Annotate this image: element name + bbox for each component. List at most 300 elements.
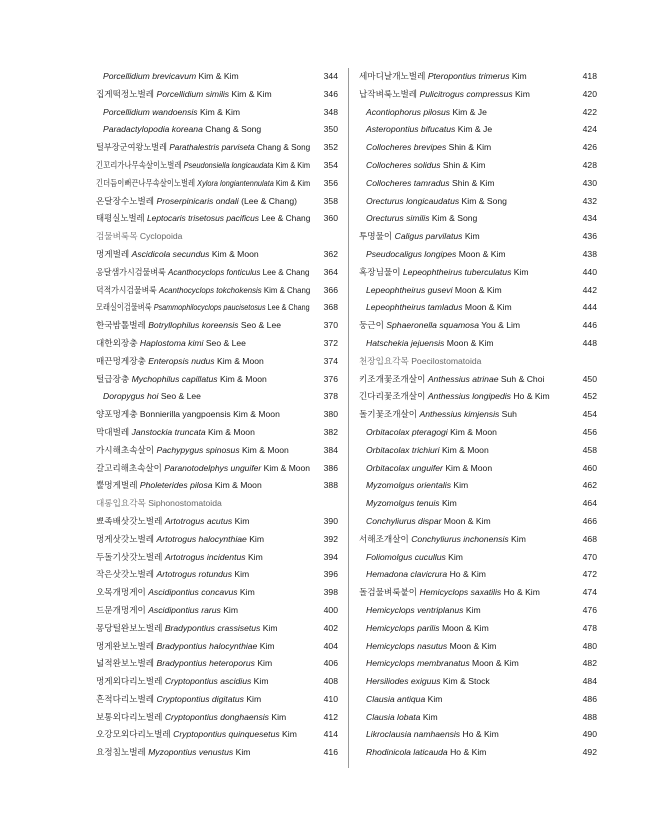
page-number: 354 xyxy=(323,159,338,170)
author-name: Kim & Moon xyxy=(219,373,267,384)
page-number: 492 xyxy=(582,747,597,758)
index-entry xyxy=(96,460,338,478)
korean-name: 옹달샘가시검물벼룩 xyxy=(96,266,166,277)
index-entry-text xyxy=(359,175,569,193)
page-number: 472 xyxy=(582,569,597,580)
index-entry xyxy=(359,299,597,317)
scientific-name: Conchyliurus dispar xyxy=(366,515,442,526)
page-number: 398 xyxy=(323,587,338,598)
section-korean-name: 검물벼룩목 xyxy=(96,231,138,242)
index-entry-text xyxy=(96,584,310,602)
author-name: Kim xyxy=(511,533,526,544)
korean-name: 털급장충 xyxy=(96,373,130,384)
author-name: (Lee & Chang) xyxy=(241,195,297,206)
author-name: Kim & Kim xyxy=(275,159,310,170)
author-name: Kim & Moon xyxy=(214,480,262,491)
index-entry-text xyxy=(96,353,310,371)
index-entry-text xyxy=(96,406,310,424)
korean-name: 투명물이 xyxy=(359,231,393,242)
page-number: 470 xyxy=(582,551,597,562)
korean-name: 돌검물벼룩붙이 xyxy=(359,587,418,598)
index-entry xyxy=(96,406,338,424)
author-name: Kim xyxy=(515,88,530,99)
section-korean-name: 천장입요각목 xyxy=(359,355,409,366)
index-entry xyxy=(96,299,338,317)
author-name: Kim & Moon xyxy=(450,426,497,437)
index-entry xyxy=(96,709,338,727)
korean-name: 막대벌레 xyxy=(96,426,130,437)
page-number: 368 xyxy=(323,302,338,313)
page-number: 482 xyxy=(582,658,597,669)
author-name: Moon & Kim xyxy=(441,622,489,633)
index-entry xyxy=(96,691,338,709)
scientific-name: Artotrogus halocynthiae xyxy=(156,533,247,544)
index-entry-text xyxy=(359,513,569,531)
scientific-name: Asteropontius bifucatus xyxy=(366,124,456,135)
korean-name: 세마디날개노벌레 xyxy=(359,71,426,81)
author-name: Seo & Lee xyxy=(205,337,246,348)
index-entry-text xyxy=(96,264,310,282)
index-entry-text xyxy=(96,175,310,193)
index-entry xyxy=(359,104,597,122)
scientific-name: Orecturus similis xyxy=(366,213,430,224)
index-entry-text xyxy=(359,655,569,673)
index-entry xyxy=(96,655,338,673)
index-entry-text xyxy=(359,638,569,656)
index-entry xyxy=(359,460,597,478)
page-number: 370 xyxy=(323,320,338,331)
index-entry xyxy=(359,175,597,193)
scientific-name: Hemicyclops membranatus xyxy=(366,658,470,669)
page-number: 434 xyxy=(582,213,597,224)
scientific-name: Acanthocyclops tokchokensis xyxy=(158,284,262,295)
scientific-name: Doropygus hoi xyxy=(103,391,159,402)
index-entry xyxy=(96,726,338,744)
author-name: Kim xyxy=(427,693,443,704)
index-entry-text xyxy=(96,460,310,478)
korean-name: 오강모외다리노벌레 xyxy=(96,729,171,740)
index-entry xyxy=(359,121,597,139)
korean-name: 드문개멍게이 xyxy=(96,604,146,615)
index-entry-text xyxy=(359,531,569,549)
index-entry-text xyxy=(96,157,310,175)
scientific-name: Pulicitrogus compressus xyxy=(419,88,513,99)
korean-name: 돌기꽃조개살이 xyxy=(359,409,418,420)
page-number: 432 xyxy=(582,195,597,206)
index-entry xyxy=(359,709,597,727)
scientific-name: Anthessius kimjensis xyxy=(419,409,500,420)
author-name: Kim xyxy=(247,551,263,562)
index-entry xyxy=(359,566,597,584)
section-heading xyxy=(359,353,597,371)
author-name: Ho & Kim xyxy=(503,587,540,598)
scientific-name: Mychophilus capillatus xyxy=(131,373,218,384)
author-name: Seo & Lee xyxy=(240,320,282,331)
author-name: Kim xyxy=(511,71,527,81)
scientific-name: Artotrogus acutus xyxy=(164,515,233,526)
index-entry xyxy=(359,495,597,513)
korean-name: 매끈멍게장충 xyxy=(96,355,146,366)
korean-name: 오목개멍게이 xyxy=(96,587,146,598)
index-entry xyxy=(359,406,597,424)
scientific-name: Cryptopontius quinquesetus xyxy=(173,729,280,740)
page-number: 360 xyxy=(323,213,338,224)
page-number: 362 xyxy=(323,248,338,259)
author-name: Kim xyxy=(246,693,262,704)
index-entry xyxy=(359,68,597,86)
author-name: Kim & Kim xyxy=(275,177,311,188)
page-number: 348 xyxy=(323,106,338,117)
index-entry-text xyxy=(96,86,310,104)
index-entry xyxy=(96,104,338,122)
author-name: Kim & Stock xyxy=(442,676,490,687)
index-entry-text xyxy=(359,121,569,139)
scientific-name: Paranotodelphys unguifer xyxy=(164,462,262,473)
page-number: 378 xyxy=(323,391,338,402)
page-number: 408 xyxy=(323,676,338,687)
index-entry xyxy=(359,477,597,495)
index-entry-text xyxy=(359,424,569,442)
author-name: Kim xyxy=(441,498,457,509)
index-entry-text xyxy=(96,531,310,549)
page-number: 386 xyxy=(323,462,338,473)
page-number: 448 xyxy=(582,337,597,348)
scientific-name: Janstockia truncata xyxy=(131,426,206,437)
index-entry-text xyxy=(96,388,310,406)
author-name: Kim & Kim xyxy=(198,71,239,81)
korean-name: 멍게벌레 xyxy=(96,248,130,259)
page-number: 400 xyxy=(323,604,338,615)
index-entry-text xyxy=(359,406,569,424)
index-entry-text xyxy=(96,104,310,122)
scientific-name: Artotrogus incidentus xyxy=(164,551,246,562)
section-latin-name: Cyclopoida xyxy=(139,231,183,242)
korean-name: 납작벼룩노벌레 xyxy=(359,88,418,99)
author-name: Ho & Kim xyxy=(450,747,487,758)
index-entry xyxy=(96,282,338,300)
author-name: Bonnierilla yangpoensis Kim & Moon xyxy=(139,409,280,420)
korean-name: 덕적가시검물벼룩 xyxy=(96,284,157,295)
author-name: Ho & Kim xyxy=(462,729,499,740)
author-name: Lee & Chang xyxy=(267,302,310,313)
index-entry-text xyxy=(96,121,310,139)
scientific-name: Psammophilocyclops paucisetosus xyxy=(153,302,266,313)
index-entry-text xyxy=(359,477,569,495)
index-entry xyxy=(359,424,597,442)
page-number: 452 xyxy=(582,391,597,402)
korean-name: 온달장수노벌레 xyxy=(96,195,155,206)
author-name: Moon & Kim xyxy=(458,248,506,259)
page-number: 480 xyxy=(582,640,597,651)
author-name: Kim & Moon xyxy=(445,462,493,473)
page-number: 346 xyxy=(323,88,338,99)
index-entry-text xyxy=(359,726,569,744)
index-entry-text xyxy=(96,424,310,442)
scientific-name: Anthessius longipedis xyxy=(427,391,511,402)
index-entry xyxy=(359,388,597,406)
author-name: Kim xyxy=(235,747,251,758)
author-name: Kim xyxy=(513,266,529,277)
page-number: 390 xyxy=(323,515,338,526)
scientific-name: Leptocaris trisetosus pacificus xyxy=(147,213,260,224)
korean-name: 긴더듬이뻐끈나무속살이노벌레 xyxy=(96,177,196,188)
author-name: Kim xyxy=(249,533,265,544)
page-number: 384 xyxy=(323,444,338,455)
index-entry xyxy=(96,513,338,531)
section-heading-text xyxy=(96,228,310,246)
index-entry-text xyxy=(359,264,569,282)
korean-name: 뿔멍게벌레 xyxy=(96,480,138,491)
scientific-name: Likroclausia namhaensis xyxy=(366,729,461,740)
index-entry-text xyxy=(359,104,569,122)
author-name: Shin & Kim xyxy=(451,177,495,188)
scientific-name: Orbitacolax pteragogi xyxy=(366,426,448,437)
page-number: 420 xyxy=(582,88,597,99)
page-number: 374 xyxy=(323,355,338,366)
scientific-name: Cryptopontius digitatus xyxy=(156,693,244,704)
scientific-name: Hemicyclops parilis xyxy=(366,622,440,633)
korean-name: 긴다리꽃조개살이 xyxy=(359,391,426,402)
author-name: Kim & Moon xyxy=(211,248,259,259)
index-entry xyxy=(96,353,338,371)
scientific-name: Anthessius atrinae xyxy=(427,373,499,384)
scientific-name: Haplostoma kimi xyxy=(139,337,204,348)
author-name: Shin & Kim xyxy=(448,142,492,153)
author-name: You & Lim xyxy=(481,320,521,331)
korean-name: 둥근이 xyxy=(359,320,384,331)
author-name: Seo & Lee xyxy=(160,391,201,402)
korean-name: 두돌기삿갓노벌레 xyxy=(96,551,163,562)
index-entry-text xyxy=(359,68,569,86)
section-korean-name: 대롱입요각목 xyxy=(96,498,146,509)
korean-name: 보통외다리노벌레 xyxy=(96,711,163,722)
korean-name: 가시해초속살이 xyxy=(96,444,155,455)
korean-name: 집게떡정노벌레 xyxy=(96,88,155,99)
index-entry-text xyxy=(359,371,569,389)
korean-name: 한국밤톨벌레 xyxy=(96,320,146,331)
scientific-name: Acanthocyclops fonticulus xyxy=(168,266,261,277)
page-number: 392 xyxy=(323,533,338,544)
scientific-name: Orecturus longicaudatus xyxy=(366,195,460,206)
page-number: 474 xyxy=(582,587,597,598)
scientific-name: Acontiophorus pilosus xyxy=(366,106,451,117)
korean-name: 모래실이검물벼룩 xyxy=(96,302,152,313)
index-entry xyxy=(359,228,597,246)
index-entry xyxy=(96,531,338,549)
scientific-name: Collocheres brevipes xyxy=(366,142,447,153)
scientific-name: Hemicyclops saxatilis xyxy=(419,587,502,598)
author-name: Chang & Song xyxy=(257,142,310,153)
index-entry-text xyxy=(359,602,569,620)
page-number: 418 xyxy=(582,71,597,81)
page-number: 396 xyxy=(323,569,338,580)
page-number: 376 xyxy=(323,373,338,384)
page-number: 406 xyxy=(323,658,338,669)
korean-name: 몽당털완보노벌레 xyxy=(96,622,163,633)
author-name: Suh xyxy=(501,409,517,420)
author-name: Shin & Kim xyxy=(442,159,486,170)
scientific-name: Sphaeronella squamosa xyxy=(386,320,479,331)
index-entry xyxy=(359,317,597,335)
scientific-name: Hersiliodes exiguus xyxy=(366,676,441,687)
page-number: 488 xyxy=(582,711,597,722)
index-column-right xyxy=(359,68,597,762)
index-entry-text xyxy=(96,299,310,317)
author-name: Kim xyxy=(253,676,269,687)
page-number: 468 xyxy=(582,533,597,544)
index-entry xyxy=(96,121,338,139)
korean-name: 넓적완보노벌레 xyxy=(96,658,155,669)
index-entry xyxy=(359,282,597,300)
scientific-name: Hemicyclops ventriplanus xyxy=(366,604,464,615)
korean-name: 갈고리해초속살이 xyxy=(96,462,162,473)
index-entry-text xyxy=(359,442,569,460)
index-entry xyxy=(96,388,338,406)
index-entry-text xyxy=(359,744,569,762)
index-entry xyxy=(96,317,338,335)
index-entry-text xyxy=(359,709,569,727)
index-entry xyxy=(359,691,597,709)
index-entry-text xyxy=(359,460,569,478)
scientific-name: Caligus parvilatus xyxy=(394,231,463,242)
index-entry-text xyxy=(96,566,310,584)
author-name: Kim xyxy=(257,658,273,669)
page-number: 446 xyxy=(582,320,597,331)
scientific-name: Myzomolgus orientalis xyxy=(366,480,452,491)
index-entry-text xyxy=(96,477,310,495)
scientific-name: Lepeophtheirus tuberculatus xyxy=(402,266,512,277)
index-entry xyxy=(359,442,597,460)
index-entry xyxy=(359,371,597,389)
scientific-name: Artotrogus rotundus xyxy=(156,569,232,580)
author-name: Kim & Je xyxy=(457,124,493,135)
scientific-name: Pteropontius trimerus xyxy=(427,71,510,81)
scientific-name: Botryllophilus koreensis xyxy=(148,320,239,331)
index-entry xyxy=(359,655,597,673)
index-entry-text xyxy=(359,335,569,353)
korean-name: 흔적다리노벌레 xyxy=(96,693,155,704)
korean-name: 긴꼬리가나무속살이노벌레 xyxy=(96,159,182,170)
page-number: 464 xyxy=(582,498,597,509)
author-name: Moon & Kim xyxy=(446,337,494,348)
page-number: 454 xyxy=(582,409,597,420)
index-entry-text xyxy=(359,584,569,602)
page-number: 430 xyxy=(582,177,597,188)
index-entry xyxy=(96,86,338,104)
index-entry xyxy=(359,638,597,656)
page-number: 404 xyxy=(323,640,338,651)
index-entry-text xyxy=(359,299,569,317)
korean-name: 멍게완보노벌레 xyxy=(96,640,155,651)
scientific-name: Hemadona clavicrura xyxy=(366,569,448,580)
page-number: 416 xyxy=(323,747,338,758)
author-name: Moon & Kim xyxy=(443,515,491,526)
korean-name: 대한외장충 xyxy=(96,337,138,348)
index-entry xyxy=(359,673,597,691)
index-entry xyxy=(359,157,597,175)
section-heading xyxy=(96,495,338,513)
index-entry xyxy=(359,335,597,353)
scientific-name: Xylora longiantennulata xyxy=(197,177,274,188)
index-entry-text xyxy=(96,673,310,691)
index-entry-text xyxy=(96,602,310,620)
index-entry-text xyxy=(96,139,310,157)
korean-name: 멍게외다리노벌레 xyxy=(96,676,163,687)
page-number: 382 xyxy=(323,426,338,437)
index-entry xyxy=(359,139,597,157)
index-entry-text xyxy=(359,282,569,300)
page-number: 356 xyxy=(323,177,338,188)
page-number: 424 xyxy=(582,124,597,135)
author-name: Kim & Chang xyxy=(263,284,311,295)
author-name: Kim & Moon xyxy=(242,444,289,455)
scientific-name: Paradactylopodia koreana xyxy=(103,124,203,135)
page-number: 440 xyxy=(582,266,597,277)
author-name: Kim xyxy=(271,711,287,722)
scientific-name: Parathalestris parviseta xyxy=(169,142,255,153)
index-entry-text xyxy=(96,655,310,673)
index-entry xyxy=(359,86,597,104)
scientific-name: Collocheres solidus xyxy=(366,159,441,170)
index-entry-text xyxy=(96,246,310,264)
page-number: 456 xyxy=(582,426,597,437)
index-entry xyxy=(359,264,597,282)
page-number: 372 xyxy=(323,337,338,348)
index-entry xyxy=(359,602,597,620)
page-number: 478 xyxy=(582,622,597,633)
scientific-name: Enteropsis nudus xyxy=(148,355,215,366)
index-entry xyxy=(96,246,338,264)
index-entry xyxy=(359,726,597,744)
index-entry xyxy=(96,744,338,762)
scientific-name: Myzopontius venustus xyxy=(148,747,234,758)
page-number: 422 xyxy=(582,106,597,117)
scientific-name: Lepeophtheirus tamladus xyxy=(366,302,463,313)
index-entry xyxy=(96,638,338,656)
index-entry xyxy=(96,673,338,691)
index-entry-text xyxy=(359,317,569,335)
author-name: Chang & Song xyxy=(205,124,262,135)
scientific-name: Pachypygus spinosus xyxy=(156,444,240,455)
index-entry-text xyxy=(359,495,569,513)
section-latin-name: Siphonostomatoida xyxy=(148,498,222,509)
index-entry xyxy=(359,531,597,549)
index-entry xyxy=(359,246,597,264)
scientific-name: Ascidipontius rarus xyxy=(148,604,221,615)
scientific-name: Proserpinicaris ondali xyxy=(156,195,239,206)
scientific-name: Porcellidium wandoensis xyxy=(103,106,198,117)
author-name: Kim xyxy=(239,587,255,598)
index-entry-text xyxy=(96,193,310,211)
index-entry xyxy=(96,477,338,495)
korean-name: 뾰족배삿갓노벌레 xyxy=(96,515,163,526)
index-entry-text xyxy=(359,157,569,175)
index-entry xyxy=(96,584,338,602)
index-entry-text xyxy=(359,549,569,567)
scientific-name: Pholeterides pilosa xyxy=(139,480,213,491)
index-entry-text xyxy=(96,317,310,335)
korean-name: 양포멍게충 xyxy=(96,409,138,420)
scientific-name: Clausia lobata xyxy=(366,711,421,722)
page-number: 412 xyxy=(323,711,338,722)
page-number: 460 xyxy=(582,462,597,473)
scientific-name: Porcellidium similis xyxy=(156,88,230,99)
index-entry xyxy=(359,549,597,567)
author-name: Moon & Kim xyxy=(472,658,519,669)
page-number: 364 xyxy=(323,266,338,277)
scientific-name: Rhodinicola laticauda xyxy=(366,747,448,758)
index-entry-text xyxy=(359,691,569,709)
